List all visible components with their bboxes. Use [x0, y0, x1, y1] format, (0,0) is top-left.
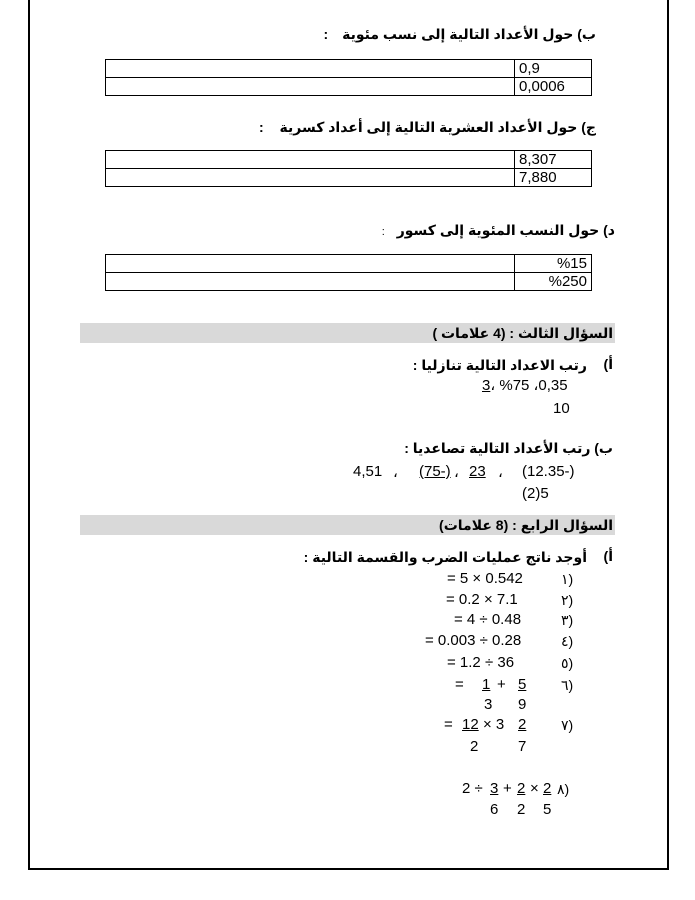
q3-a-text: رتب الاعداد التالية تنازليا :: [412, 357, 587, 373]
q3-b-text: ب) رتب الأعداد التالية تصاعديا :: [404, 440, 613, 456]
question-4-header: السؤال الرابع : (8 علامات): [80, 515, 615, 535]
q4-item-8-divide: 2 ÷: [462, 780, 483, 797]
section-c-title: ج) حول الأعداد العشرية التالية إلى أعداد كسرية :: [258, 119, 596, 135]
q4-item-7-numerator-2: 2: [518, 716, 527, 733]
table-cell-value: 0,9: [515, 60, 592, 78]
q4-item-4-expr: = 0.003 ÷ 0.28: [425, 632, 522, 649]
q4-item-6-number: ٦): [561, 677, 574, 693]
q3-b-item-4: (12.35-): [522, 463, 575, 480]
q4-item-7-number: ٧): [561, 717, 574, 733]
q4-item-8-denominator-2: 2: [517, 801, 526, 818]
table-cell-value: 0,0006: [515, 78, 592, 96]
q3-b-item-1: 4,51: [353, 463, 383, 480]
table-row: [106, 78, 592, 96]
q3-a-line1: 0,35، %75 ،3: [482, 377, 568, 394]
q4-item-6-equals: =: [455, 676, 464, 693]
q4-item-7-times-3: × 3: [483, 716, 505, 733]
q4-item-4-number: ٤): [561, 633, 574, 649]
q4-item-2-expr: = 0.2 × 7.1: [446, 591, 518, 608]
q3-a-label: أ): [603, 356, 613, 372]
q3-a-line2: 10: [553, 400, 570, 417]
q3-b-sep-2: ،: [454, 464, 459, 481]
q4-item-7-denominator-2: 7: [518, 738, 527, 755]
table-cell-value: 8,307: [515, 151, 592, 169]
q4-item-3-number: ٣): [561, 612, 574, 628]
q4-item-1-expr: = 5 × 0.542: [447, 570, 523, 587]
q4-item-7-denominator-1: 2: [470, 738, 479, 755]
q4-a-label: أ): [603, 548, 613, 564]
q4-item-6-plus: +: [497, 676, 506, 693]
q3-b-item-2: (75-): [419, 463, 451, 480]
q4-item-5-expr: = 1.2 ÷ 36: [447, 654, 515, 671]
q4-item-1-number: ١): [561, 571, 574, 587]
q4-item-8-denominator-3: 5: [543, 801, 552, 818]
table-cell-value: %15: [515, 255, 592, 273]
table-row: [106, 151, 592, 169]
q4-item-6-denominator-2: 9: [518, 696, 527, 713]
table-row: [106, 60, 592, 78]
q3-b-sep-1: ،: [393, 464, 398, 481]
section-d-table: [105, 254, 592, 291]
q4-item-8-number: ٨): [557, 781, 570, 797]
table-row: [106, 169, 592, 187]
section-c-table: [105, 150, 592, 187]
q4-item-6-denominator-1: 3: [484, 696, 493, 713]
section-b-title: ب) حول الأعداد التالية إلى نسب مئوية :: [323, 26, 596, 42]
q4-item-6-numerator-2: 5: [518, 676, 527, 693]
q4-item-8-numerator-1: 3: [490, 780, 499, 797]
q4-item-8-times: ×: [530, 780, 539, 797]
q4-item-5-number: ٥): [561, 655, 574, 671]
section-b-table: [105, 59, 592, 96]
table-cell-value: 7,880: [515, 169, 592, 187]
q4-item-7-numerator-1: 12: [462, 716, 479, 733]
table-row: [106, 273, 592, 291]
table-row: [106, 255, 592, 273]
q3-b-item-3: 23: [469, 463, 486, 480]
q4-item-3-expr: = 4 ÷ 0.48: [454, 611, 522, 628]
q4-item-6-numerator-1: 1: [482, 676, 491, 693]
q4-item-8-denominator-1: 6: [490, 801, 499, 818]
q4-a-text: أوجد ناتج عمليات الضرب والقسمة التالية :: [303, 549, 587, 565]
q3-b-sep-3: ،: [498, 464, 503, 481]
q4-item-2-number: ٢): [561, 592, 574, 608]
table-cell-value: %250: [515, 273, 592, 291]
q4-item-8-numerator-2: 2: [517, 780, 526, 797]
section-d-title: د) حول النسب المئوية إلى كسور :: [381, 222, 615, 238]
question-3-header: السؤال الثالث : (4 علامات ): [80, 323, 615, 343]
q4-item-7-equals: =: [444, 716, 453, 733]
q4-item-8-numerator-3: 2: [543, 780, 552, 797]
q3-b-line2: (2)5: [522, 485, 549, 502]
q4-item-8-plus: +: [503, 780, 512, 797]
